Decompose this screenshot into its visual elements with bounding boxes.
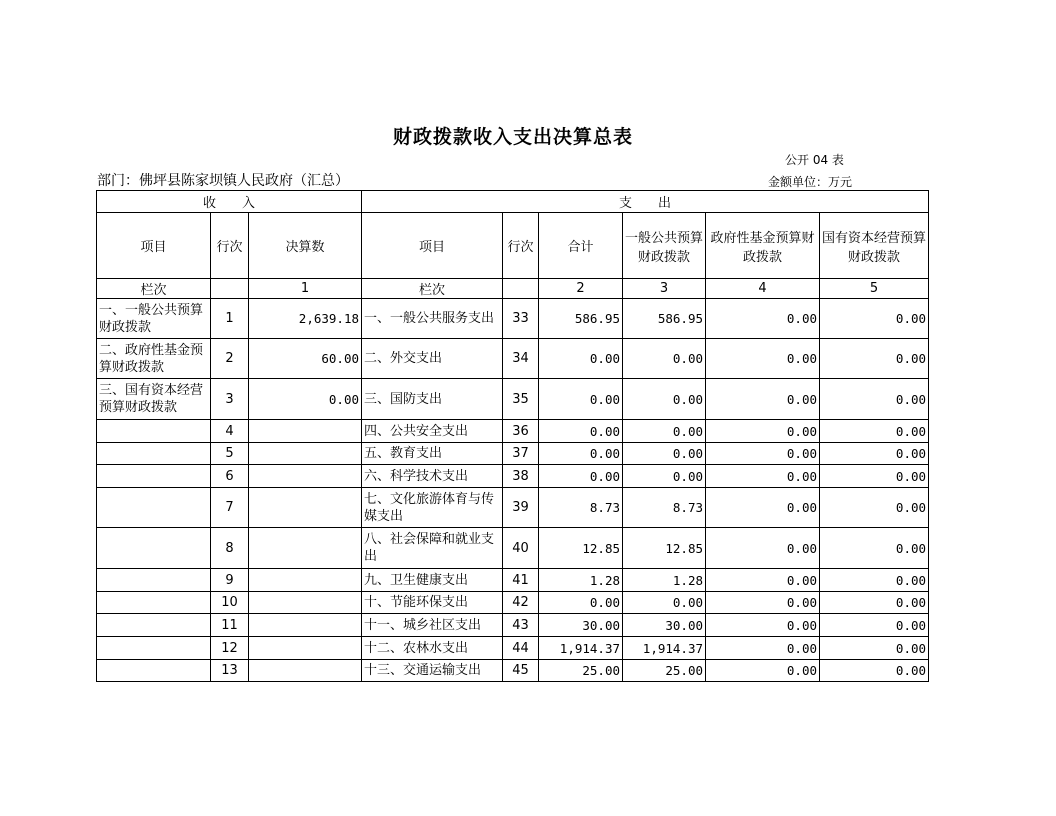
expense-item-cell: 十二、农林水支出 xyxy=(362,637,503,660)
table-row xyxy=(97,592,929,614)
table-row xyxy=(97,660,929,682)
table-row xyxy=(97,299,929,339)
income-row-no-cell: 11 xyxy=(211,614,249,637)
income-row-no-cell: 4 xyxy=(211,420,249,443)
total-cell: 0.00 xyxy=(539,420,623,443)
income-item-cell xyxy=(97,465,211,488)
column-number-row xyxy=(97,279,929,299)
total-cell: 1,914.37 xyxy=(539,637,623,660)
income-amount-cell xyxy=(249,614,362,637)
income-item-cell xyxy=(97,637,211,660)
expense-item-header: 项目 xyxy=(362,213,503,279)
income-row-no-cell: 3 xyxy=(211,379,249,420)
gov-fund-cell: 0.00 xyxy=(706,339,820,379)
total-cell: 0.00 xyxy=(539,592,623,614)
expense-item-cell: 八、社会保障和就业支出 xyxy=(362,528,503,569)
expense-row-no-cell: 42 xyxy=(503,592,539,614)
income-row-no-header: 行次 xyxy=(211,213,249,279)
expense-row-no-cell: 45 xyxy=(503,660,539,682)
income-row-no-cell: 10 xyxy=(211,592,249,614)
gov-fund-cell: 0.00 xyxy=(706,660,820,682)
general-budget-cell: 0.00 xyxy=(623,339,706,379)
general-budget-cell: 0.00 xyxy=(623,379,706,420)
expense-header: 支 出 xyxy=(362,191,929,213)
income-amount-cell xyxy=(249,528,362,569)
income-item-cell xyxy=(97,569,211,592)
income-row-no-cell: 7 xyxy=(211,488,249,528)
gov-fund-cell: 0.00 xyxy=(706,465,820,488)
expense-item-cell: 五、教育支出 xyxy=(362,443,503,465)
income-amount-cell xyxy=(249,420,362,443)
expense-row-no-cell: 38 xyxy=(503,465,539,488)
table-row xyxy=(97,637,929,660)
expense-item-cell: 二、外交支出 xyxy=(362,339,503,379)
department-label: 部门：佛坪县陈家坝镇人民政府（汇总） xyxy=(97,173,349,189)
general-budget-cell: 30.00 xyxy=(623,614,706,637)
income-item-cell: 一、一般公共预算财政拨款 xyxy=(97,299,211,339)
general-budget-cell: 1,914.37 xyxy=(623,637,706,660)
state-capital-cell: 0.00 xyxy=(820,465,929,488)
income-header: 收 入 xyxy=(97,191,362,213)
income-row-no-cell: 13 xyxy=(211,660,249,682)
general-budget-cell: 586.95 xyxy=(623,299,706,339)
report-title: 财政拨款收入支出决算总表 xyxy=(392,126,633,148)
state-capital-cell: 0.00 xyxy=(820,299,929,339)
total-cell: 0.00 xyxy=(539,443,623,465)
col-num-2: 2 xyxy=(539,279,623,299)
gov-fund-cell: 0.00 xyxy=(706,637,820,660)
expense-row-no-cell: 43 xyxy=(503,614,539,637)
income-row-no-cell: 6 xyxy=(211,465,249,488)
income-item-cell xyxy=(97,420,211,443)
gov-fund-cell: 0.00 xyxy=(706,569,820,592)
income-item-cell: 二、政府性基金预算财政拨款 xyxy=(97,339,211,379)
expense-row-no-header: 行次 xyxy=(503,213,539,279)
col-label-income: 栏次 xyxy=(97,279,211,299)
expense-row-no-cell: 39 xyxy=(503,488,539,528)
income-amount-cell xyxy=(249,488,362,528)
expense-row-no-cell: 41 xyxy=(503,569,539,592)
state-capital-header: 国有资本经营预算财政拨款 xyxy=(820,213,929,279)
income-row-no-cell: 8 xyxy=(211,528,249,569)
general-budget-cell: 8.73 xyxy=(623,488,706,528)
total-cell: 0.00 xyxy=(539,339,623,379)
total-cell: 0.00 xyxy=(539,465,623,488)
income-amount-cell xyxy=(249,660,362,682)
gov-fund-cell: 0.00 xyxy=(706,443,820,465)
general-budget-cell: 12.85 xyxy=(623,528,706,569)
table-row xyxy=(97,528,929,569)
section-header-row xyxy=(97,191,929,213)
general-budget-cell: 0.00 xyxy=(623,592,706,614)
gov-fund-cell: 0.00 xyxy=(706,420,820,443)
gov-fund-cell: 0.00 xyxy=(706,592,820,614)
col-num-empty xyxy=(503,279,539,299)
total-header: 合计 xyxy=(539,213,623,279)
expense-item-cell: 十、节能环保支出 xyxy=(362,592,503,614)
expense-item-cell: 十一、城乡社区支出 xyxy=(362,614,503,637)
state-capital-cell: 0.00 xyxy=(820,637,929,660)
unit-label: 金额单位：万元 xyxy=(768,175,853,189)
total-cell: 8.73 xyxy=(539,488,623,528)
table-row xyxy=(97,339,929,379)
state-capital-cell: 0.00 xyxy=(820,379,929,420)
expense-item-cell: 四、公共安全支出 xyxy=(362,420,503,443)
income-row-no-cell: 5 xyxy=(211,443,249,465)
budget-table xyxy=(96,190,929,682)
general-budget-cell: 0.00 xyxy=(623,465,706,488)
table-row xyxy=(97,569,929,592)
state-capital-cell: 0.00 xyxy=(820,528,929,569)
income-amount-cell xyxy=(249,465,362,488)
income-amount-cell: 0.00 xyxy=(249,379,362,420)
table-row xyxy=(97,614,929,637)
col-num-1: 1 xyxy=(249,279,362,299)
income-row-no-cell: 9 xyxy=(211,569,249,592)
general-budget-cell: 0.00 xyxy=(623,443,706,465)
expense-row-no-cell: 40 xyxy=(503,528,539,569)
general-budget-cell: 0.00 xyxy=(623,420,706,443)
expense-row-no-cell: 37 xyxy=(503,443,539,465)
expense-item-cell: 三、国防支出 xyxy=(362,379,503,420)
income-amount-cell xyxy=(249,592,362,614)
income-amount-cell: 2,639.18 xyxy=(249,299,362,339)
expense-item-cell: 一、一般公共服务支出 xyxy=(362,299,503,339)
income-row-no-cell: 1 xyxy=(211,299,249,339)
expense-item-cell: 九、卫生健康支出 xyxy=(362,569,503,592)
general-budget-header: 一般公共预算财政拨款 xyxy=(623,213,706,279)
income-amount-cell xyxy=(249,569,362,592)
total-cell: 0.00 xyxy=(539,379,623,420)
table-row xyxy=(97,465,929,488)
col-num-4: 4 xyxy=(706,279,820,299)
table-row xyxy=(97,488,929,528)
state-capital-cell: 0.00 xyxy=(820,339,929,379)
income-item-cell xyxy=(97,488,211,528)
col-num-5: 5 xyxy=(820,279,929,299)
income-row-no-cell: 2 xyxy=(211,339,249,379)
state-capital-cell: 0.00 xyxy=(820,443,929,465)
gov-fund-cell: 0.00 xyxy=(706,614,820,637)
col-num-empty xyxy=(211,279,249,299)
income-item-header: 项目 xyxy=(97,213,211,279)
state-capital-cell: 0.00 xyxy=(820,660,929,682)
total-cell: 1.28 xyxy=(539,569,623,592)
table-row xyxy=(97,443,929,465)
state-capital-cell: 0.00 xyxy=(820,614,929,637)
final-amount-header: 决算数 xyxy=(249,213,362,279)
income-amount-cell xyxy=(249,637,362,660)
general-budget-cell: 1.28 xyxy=(623,569,706,592)
income-amount-cell: 60.00 xyxy=(249,339,362,379)
expense-row-no-cell: 33 xyxy=(503,299,539,339)
gov-fund-cell: 0.00 xyxy=(706,528,820,569)
gov-fund-cell: 0.00 xyxy=(706,488,820,528)
income-row-no-cell: 12 xyxy=(211,637,249,660)
table-row xyxy=(97,379,929,420)
expense-item-cell: 十三、交通运输支出 xyxy=(362,660,503,682)
income-item-cell xyxy=(97,660,211,682)
total-cell: 30.00 xyxy=(539,614,623,637)
gov-fund-header: 政府性基金预算财政拨款 xyxy=(706,213,820,279)
total-cell: 12.85 xyxy=(539,528,623,569)
gov-fund-cell: 0.00 xyxy=(706,379,820,420)
income-item-cell xyxy=(97,528,211,569)
income-item-cell xyxy=(97,614,211,637)
income-item-cell xyxy=(97,443,211,465)
expense-row-no-cell: 44 xyxy=(503,637,539,660)
gov-fund-cell: 0.00 xyxy=(706,299,820,339)
expense-row-no-cell: 35 xyxy=(503,379,539,420)
state-capital-cell: 0.00 xyxy=(820,488,929,528)
expense-item-cell: 六、科学技术支出 xyxy=(362,465,503,488)
col-num-3: 3 xyxy=(623,279,706,299)
expense-row-no-cell: 36 xyxy=(503,420,539,443)
total-cell: 586.95 xyxy=(539,299,623,339)
state-capital-cell: 0.00 xyxy=(820,420,929,443)
general-budget-cell: 25.00 xyxy=(623,660,706,682)
state-capital-cell: 0.00 xyxy=(820,592,929,614)
income-amount-cell xyxy=(249,443,362,465)
column-header-row xyxy=(97,213,929,279)
expense-item-cell: 七、文化旅游体育与传媒支出 xyxy=(362,488,503,528)
state-capital-cell: 0.00 xyxy=(820,569,929,592)
expense-row-no-cell: 34 xyxy=(503,339,539,379)
form-code: 公开 04 表 xyxy=(785,153,844,167)
table-row xyxy=(97,420,929,443)
income-item-cell xyxy=(97,592,211,614)
total-cell: 25.00 xyxy=(539,660,623,682)
income-item-cell: 三、国有资本经营预算财政拨款 xyxy=(97,379,211,420)
col-label-expense: 栏次 xyxy=(362,279,503,299)
